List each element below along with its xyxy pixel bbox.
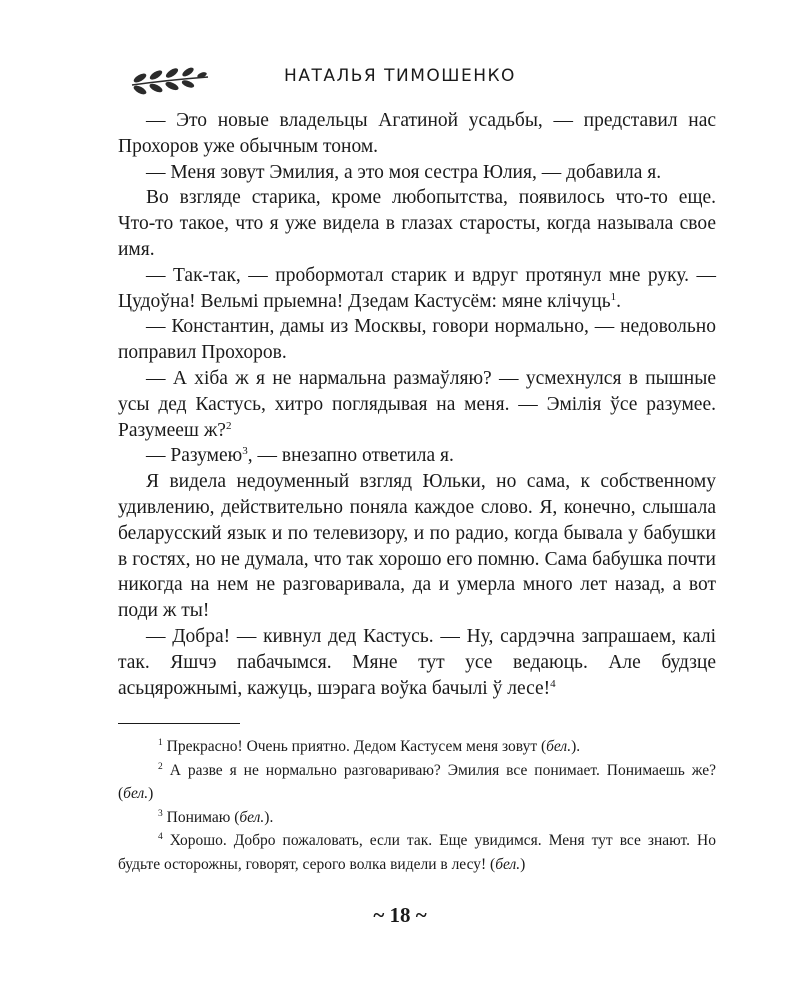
footnote: $^2$ А разве я не нормально разговариваю? Эмилия все понимает. Понимаешь же? (бел.)	[118, 761, 716, 802]
paragraph: Я видела недоуменный взгляд Юльки, но сама, к собственному удивлению, действительно поняла каждое слово. Я, конечно, слышала беларусский язык и по телевизору, и по радио, когда бывала у бабушки в гостях, но не думала, что так хорошо его помню. Сама бабушка почти никогда на нем не разговаривала, да и умерла много лет назад, а вот поди ж ты!	[118, 471, 716, 622]
footnote: $^1$ Прекрасно! Очень приятно. Дедом Кастусем меня зовут (бел.).	[158, 738, 581, 755]
footnote-ref: 3	[242, 445, 248, 458]
page-number: ~ 18 ~	[373, 903, 427, 927]
footnote-number: 1	[158, 738, 163, 748]
footnote-ref: 4	[550, 677, 556, 690]
paragraph: — Так-так, — пробормотал старик и вдруг протянул мне руку. — Цудоўна! Вельмі прыемна! Дзедам Кастусём: мяне клічуць$^1$.	[118, 264, 716, 312]
footnote: $^3$ Понимаю (бел.).	[158, 808, 274, 826]
footnote-divider	[118, 723, 240, 724]
footnote-number: 2	[158, 761, 163, 772]
footnote-ref: 1	[610, 290, 617, 303]
running-header	[0, 62, 800, 98]
author-name: НАТАЛЬЯ ТИМОШЕНКО	[284, 66, 516, 86]
paragraph: — Разумею$^3$, — внезапно ответила я.	[146, 445, 454, 467]
paragraph: — Это новые владельцы Агатиной усадьбы, — представил нас Прохоров уже обычным тоном.	[118, 110, 716, 157]
footnote-number: 3	[158, 808, 163, 819]
paragraph: Во взгляде старика, кроме любопытства, появилось что-то еще. Что-то такое, что я уже видела в глазах старосты, когда называла свое имя.	[118, 187, 716, 260]
paragraph: — Добра! — кивнул дед Кастусь. — Ну, сардэчна запрашаем, калі так. Яшчэ пабачымся. Мяне тут усе ведаюць. Але будзце асьцярожнымі, кажуць, шэрага воўка бачылі ў лесе!$^4$	[118, 625, 716, 699]
footnote: $^4$ Хорошо. Добро пожаловать, если так. Еще увидимся. Меня тут все знают. Но будьте осторожны, говорят, серого волка видели в лесу! (бел.)	[118, 832, 716, 873]
footnote-number: 4	[158, 832, 163, 842]
footnote-ref: 2	[225, 419, 232, 432]
body-text	[118, 108, 716, 701]
paragraph: — А хіба ж я не нармальна размаўляю? — усмехнулся в пышные усы дед Кастусь, хитро поглядывая на меня. — Эмілія ўсе разумее. Разумееш ж?$^2$	[118, 367, 716, 441]
paragraph: — Константин, дамы из Москвы, говори нормально, — недовольно поправил Прохоров.	[118, 316, 716, 364]
footnotes	[118, 735, 716, 876]
paragraph: — Меня зовут Эмилия, а это моя сестра Юлия, — добавила я.	[146, 161, 662, 183]
